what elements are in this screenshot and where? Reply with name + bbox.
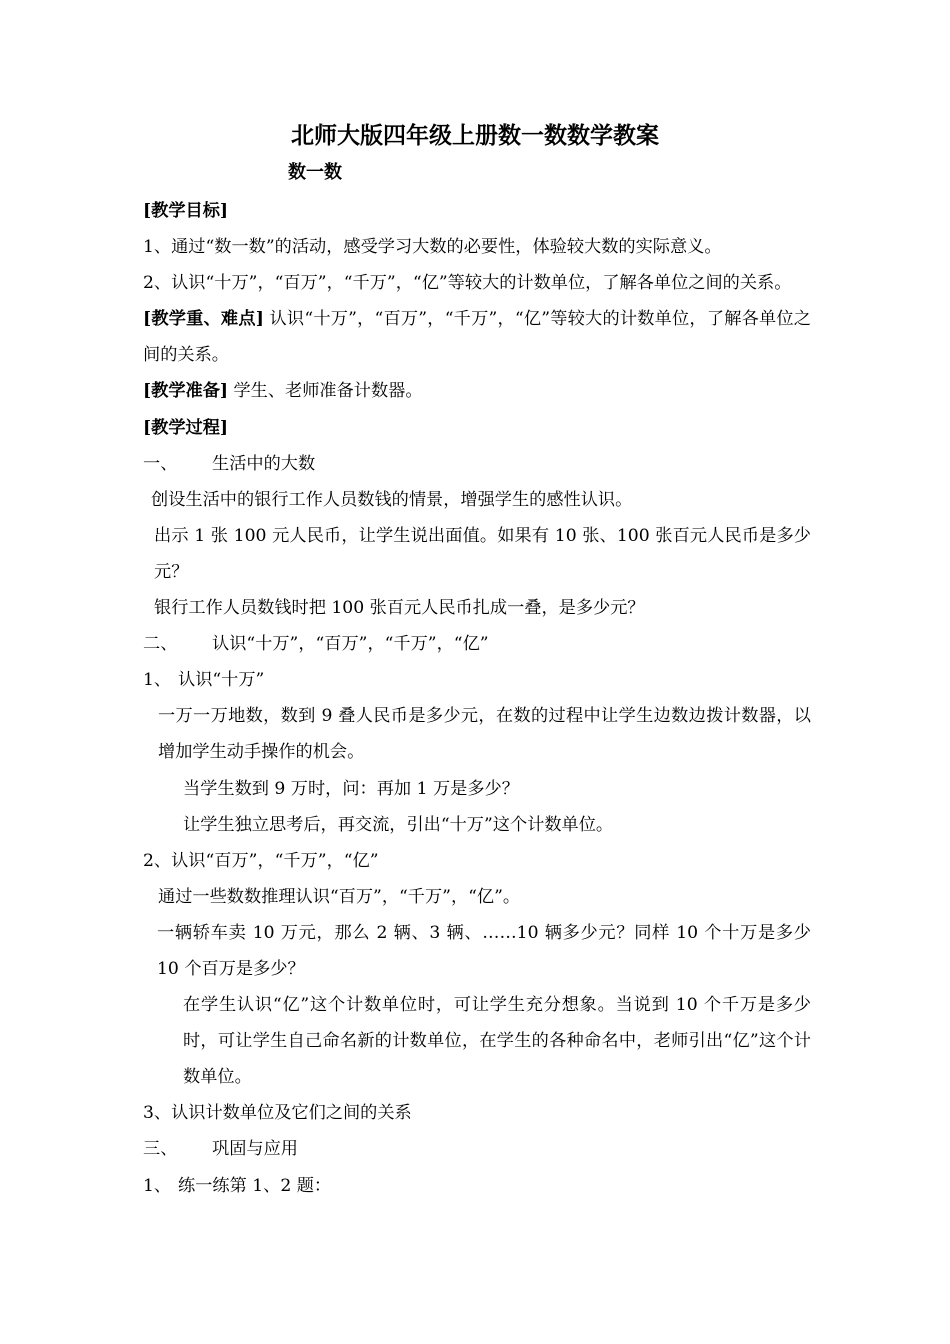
goals-heading: [教学目标] [143,201,229,221]
process-heading: [教学过程] [143,417,229,438]
section-2-1-heading [143,662,811,698]
section-2-3-heading: 3、认识计数单位及它们之间的关系 [143,1103,412,1124]
goal-1: 1、通过“数一数”的活动，感受学习大数的必要性，体验较大数的实际意义。 [143,237,722,258]
section-3-title: 巩固与应用 [212,1139,298,1160]
key-points [143,301,811,373]
section-2-1-number: 1、 [143,670,172,691]
section-2-2-heading: 2、认识“百万”，“千万”，“亿” [143,850,379,871]
preparation-label: [教学准备] [143,381,229,402]
section-2-heading [143,626,811,662]
section-3-1-title: 练一练第 1、2 题： [178,1175,332,1196]
section-2-2-paragraph-3: 在学生认识“亿”这个计数单位时，可让学生充分想象。当说到 10 个千万是多少时，可让学生自己命名新的计数单位，在学生的各种命名中，老师引出“亿”这个计数单位。 [183,995,811,1088]
key-points-text: 认识“十万”，“百万”，“千万”，“亿”等较大的计数单位，了解各单位之间的关系。 [143,309,811,366]
section-2-1-title: 认识“十万” [178,670,265,691]
document-body [143,193,817,1204]
section-3-heading [143,1131,811,1167]
key-points-label: [教学重、难点] [143,309,264,330]
section-2-1-paragraph-1: 一万一万地数，数到 9 叠人民币是多少元，在数的过程中让学生边数边拨计数器，以增加学生动手操作的机会。 [158,706,811,763]
preparation-text: 学生、老师准备计数器。 [228,381,423,402]
section-1-paragraph-2: 出示 1 张 100 元人民币，让学生说出面值。如果有 10 张、100 张百元人民币是多少元？ [154,525,811,582]
section-2-1-paragraph-3: 让学生独立思考后，再交流，引出“十万”这个计数单位。 [183,814,614,835]
section-1-number: 一、 [143,453,178,474]
section-2-2-paragraph-1: 通过一些数数推理认识“百万”，“千万”，“亿”。 [158,886,521,907]
section-2-title: 认识“十万”，“百万”，“千万”，“亿” [212,634,489,655]
document-subtitle: 数一数 [288,162,342,183]
document-title: 北师大版四年级上册数一数数学教案 [291,122,659,149]
section-3-number: 三、 [143,1139,178,1160]
goal-2: 2、认识“十万”，“百万”，“千万”，“亿”等较大的计数单位，了解各单位之间的关系。 [143,273,792,294]
section-1-paragraph-3: 银行工作人员数钱时把 100 张百元人民币扎成一叠，是多少元？ [154,598,645,619]
section-1-title: 生活中的大数 [212,453,316,474]
preparation [143,373,811,409]
section-3-1-number: 1、 [143,1175,172,1196]
section-1-paragraph-1: 创设生活中的银行工作人员数钱的情景，增强学生的感性认识。 [151,489,633,510]
section-1-heading [143,446,811,482]
section-2-number: 二、 [143,634,178,655]
section-3-1-heading [143,1168,811,1204]
section-2-2-paragraph-2: 一辆轿车卖 10 万元，那么 2 辆、3 辆、……10 辆多少元？同样 10 个十万是多少 10 个百万是多少？ [157,922,817,979]
section-2-1-paragraph-2: 当学生数到 9 万时，问：再加 1 万是多少？ [183,778,519,799]
